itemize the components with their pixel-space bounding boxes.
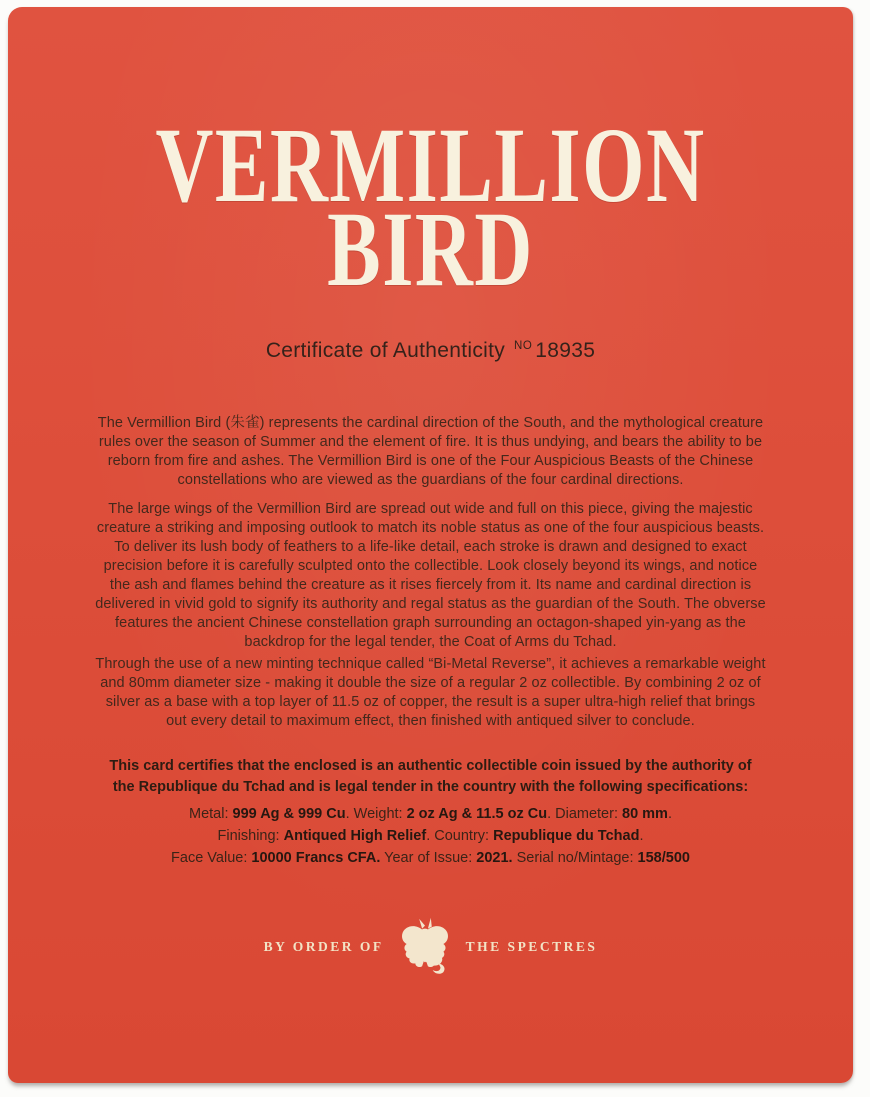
spec-label: Metal:: [189, 806, 233, 822]
spec-label: .: [639, 828, 644, 844]
spec-label: Finishing:: [217, 828, 284, 844]
spec-label: Serial no/Mintage:: [512, 850, 638, 866]
certificate-card: [8, 7, 853, 1083]
spec-value: 999 Ag & 999 Cu: [232, 806, 346, 822]
spec-value: 10000 Francs CFA.: [251, 850, 381, 866]
dragon-spectre-icon: [396, 914, 454, 976]
spec-value: Republique du Tchad: [493, 828, 640, 844]
spec-line-finishing-country: [8, 825, 853, 847]
issuer-footer: [8, 918, 853, 976]
spec-label: Face Value:: [171, 850, 252, 866]
footer-right-label: THE SPECTRES: [465, 939, 598, 954]
specifications: [8, 803, 853, 869]
spec-value: 158/500: [637, 850, 690, 866]
certification-statement: This card certifies that the enclosed is an authentic collectible coin issued by the authority of the Republique du Tchad and is legal tender in the country with the following specifications:: [109, 758, 752, 795]
spec-line-facevalue-year-serial: [8, 847, 853, 869]
paragraph-lore: The Vermillion Bird (朱雀) represents the cardinal direction of the South, and the mythological creature rules over the season of Summer and the element of fire. It is thus undying, and bears the ability to be reborn from fire and ashes. The Vermillion Bird is one of the Four Auspicious Beasts of the Chinese constellations who are viewed as the guardians of the four cardinal directions.: [97, 415, 764, 488]
certificate-line: [8, 333, 853, 364]
title-line1: VERMILLION: [155, 107, 706, 225]
paragraph-design: The large wings of the Vermillion Bird are spread out wide and full on this piece, giving the majestic creature a striking and imposing outlook to match its noble status as one of the four auspicious beasts. To deliver its lush body of feathers to a life-like detail, each stroke is drawn and designed to exact precision before it is carefully sculpted onto the collectible. Look closely beyond its wings, and notice the ash and flames behind the creature as it rises fiercely from it. Its name and cardinal direction is delivered in vivid gold to signify its authority and regal status as the guardian of the South. The obverse features the ancient Chinese constellation graph surrounding an octagon-shaped yin-yang as the backdrop for the legal tender, the Coat of Arms du Tchad.: [95, 501, 766, 650]
spec-value: 2021.: [476, 850, 513, 866]
footer-left-label: BY ORDER OF: [263, 939, 384, 954]
spec-value: 80 mm: [622, 806, 668, 822]
title-line2: BIRD: [327, 191, 534, 309]
paragraph-minting: Through the use of a new minting technique called “Bi-Metal Reverse”, it achieves a remarkable weight and 80mm diameter size - making it double the size of a regular 2 oz collectible. By combining 2 oz of silver as a base with a top layer of 11.5 oz of copper, the result is a super ultra-high relief that brings out every detail to maximum effect, then finished with antiqued silver to conclude.: [95, 656, 766, 729]
spec-label: . Weight:: [345, 806, 407, 822]
certificate-label: Certificate of Authenticity: [265, 339, 506, 362]
spec-label: .: [667, 806, 672, 822]
spec-label: Year of Issue:: [380, 850, 477, 866]
certificate-number-prefix: NO: [514, 340, 533, 352]
spec-value: Antiqued High Relief: [283, 828, 427, 844]
spec-value: 2 oz Ag & 11.5 oz Cu: [406, 806, 548, 822]
spec-label: . Diameter:: [547, 806, 622, 822]
page-title: [114, 107, 748, 309]
spec-label: . Country:: [426, 828, 494, 844]
spec-line-metal-weight-diameter: [8, 803, 853, 825]
certificate-number: 18935: [535, 339, 596, 362]
